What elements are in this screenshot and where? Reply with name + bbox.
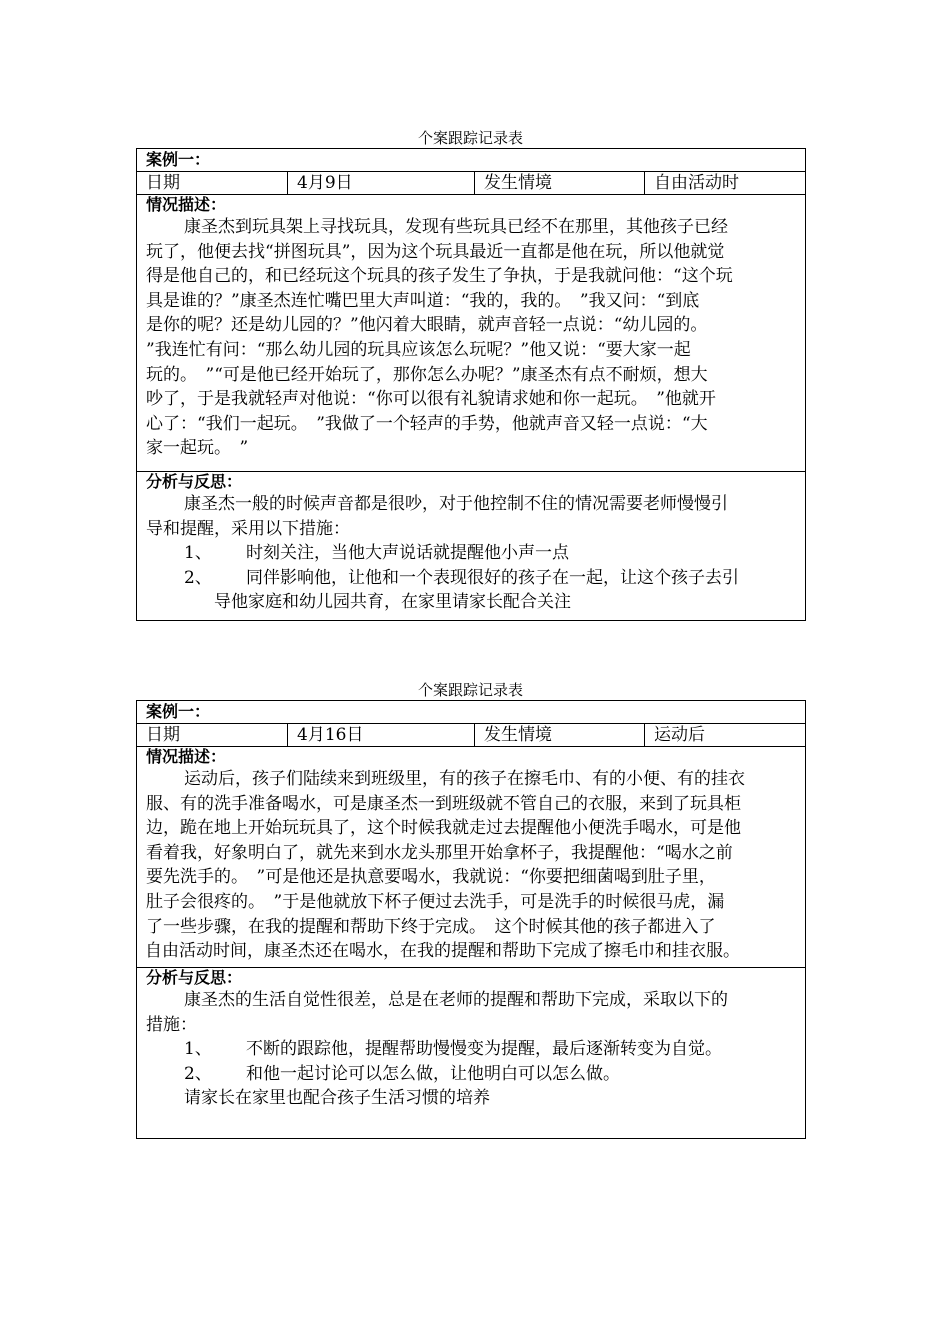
description-line: 看着我，好象明白了，就先来到水龙头那里开始拿杯子，我提醒他：“喝水之前 xyxy=(146,842,733,863)
description-line: 康圣杰到玩具架上寻找玩具，发现有些玩具已经不在那里，其他孩子已经 xyxy=(184,217,728,237)
record-title: 个案跟踪记录表 xyxy=(417,129,523,147)
analysis-line: 康圣杰一般的时候声音都是很吵，对于他控制不住的情况需要老师慢慢引 xyxy=(184,494,728,514)
description-heading: 情况描述： xyxy=(146,195,227,214)
analysis-cell xyxy=(137,472,806,621)
description-line: 运动后，孩子们陆续来到班级里，有的孩子在擦毛巾、有的小便、有的挂衣 xyxy=(184,769,745,789)
case-label: 案例一： xyxy=(137,149,806,172)
record-table xyxy=(136,700,806,1139)
measure-number: 1、 xyxy=(184,543,212,564)
measure-text: 和他一起讨论可以怎么做，让他明白可以怎么做。 xyxy=(246,1063,620,1084)
description-line: 了一些步骤，在我的提醒和帮助下终于完成。 这个时候其他的孩子都进入了 xyxy=(146,916,716,937)
description-line: 玩的。 ”“可是他已经开始玩了，那你怎么办呢？”康圣杰有点不耐烦，想大 xyxy=(146,364,708,385)
description-line: 是你的呢？还是幼儿园的？”他闪着大眼睛，就声音轻一点说：“幼儿园的。 xyxy=(146,315,708,336)
description-line: 肚子会很疼的。 ”于是他就放下杯子便过去洗手，可是洗手的时候很马虎，漏 xyxy=(146,891,725,912)
context-value: 自由活动时 xyxy=(645,172,806,195)
description-body xyxy=(146,215,805,461)
analysis-cell xyxy=(137,968,806,1139)
measure-text: 不断的跟踪他，提醒帮助慢慢变为提醒，最后逐渐转变为自觉。 xyxy=(246,1039,722,1060)
measure-continuation: 导他家庭和幼儿园共育，在家里请家长配合关注 xyxy=(214,592,571,613)
date-value: 4月9日 xyxy=(288,172,475,195)
measure-number: 1、 xyxy=(184,1039,212,1060)
context-value: 运动后 xyxy=(645,724,806,747)
case-label: 案例一： xyxy=(137,701,806,724)
description-line: 要先洗手的。 ”可是他还是执意要喝水，我就说：“你要把细菌喝到肚子里， xyxy=(146,867,716,888)
description-line: 玩了，他便去找“拼图玩具”，因为这个玩具最近一直都是他在玩，所以他就觉 xyxy=(146,241,725,262)
description-line: 吵了，于是我就轻声对他说：“你可以很有礼貌请求她和你一起玩。 ”他就开 xyxy=(146,389,716,410)
analysis-heading: 分析与反思： xyxy=(146,472,243,491)
description-line: 得是他自己的，和已经玩这个玩具的孩子发生了争执，于是我就问他：“这个玩 xyxy=(146,266,733,287)
record-table xyxy=(136,148,806,621)
measure-item xyxy=(146,1037,805,1062)
measure-number: 2、 xyxy=(184,1063,212,1084)
description-cell xyxy=(137,747,806,968)
description-heading: 情况描述： xyxy=(146,747,227,766)
description-line: 具是谁的？”康圣杰连忙嘴巴里大声叫道：“我的，我的。 ”我又问：“到底 xyxy=(146,290,700,311)
context-label: 发生情境 xyxy=(475,724,645,747)
date-label: 日期 xyxy=(137,172,288,195)
closing-note: 请家长在家里也配合孩子生活习惯的培养 xyxy=(184,1088,490,1109)
description-line: 心了：“我们一起玩。 ”我做了一个轻声的手势，他就声音又轻一点说：“大 xyxy=(146,413,708,434)
record-1 xyxy=(136,128,805,621)
description-line: 服、有的洗手准备喝水，可是康圣杰一到班级就不管自己的衣服，来到了玩具柜 xyxy=(146,793,741,814)
measure-item xyxy=(146,541,805,566)
description-line: 自由活动时间，康圣杰还在喝水，在我的提醒和帮助下完成了擦毛巾和挂衣服。 xyxy=(145,941,740,962)
description-body xyxy=(146,767,805,964)
description-cell xyxy=(137,195,806,472)
analysis-line: 康圣杰的生活自觉性很差，总是在老师的提醒和帮助下完成，采取以下的 xyxy=(184,990,728,1010)
measure-number: 2、 xyxy=(184,567,212,588)
measure-item xyxy=(146,566,805,591)
measure-item xyxy=(146,1062,805,1087)
description-line: ”我连忙有问：“那么幼儿园的玩具应该怎么玩呢？”他又说：“要大家一起 xyxy=(146,339,691,360)
description-line: 家一起玩。 ” xyxy=(146,438,249,459)
analysis-line: 措施： xyxy=(146,1014,197,1035)
analysis-heading: 分析与反思： xyxy=(146,968,243,987)
record-title: 个案跟踪记录表 xyxy=(417,681,523,699)
measure-text: 时刻关注，当他大声说话就提醒他小声一点 xyxy=(246,543,569,564)
description-line: 边，跪在地上开始玩玩具了，这个时候我就走过去提醒他小便洗手喝水，可是他 xyxy=(146,818,741,839)
record-2 xyxy=(136,680,805,1139)
measure-text: 同伴影响他，让他和一个表现很好的孩子在一起，让这个孩子去引 xyxy=(246,567,739,588)
context-label: 发生情境 xyxy=(475,172,645,195)
analysis-line: 导和提醒，采用以下措施： xyxy=(146,518,350,539)
date-label: 日期 xyxy=(137,724,288,747)
date-value: 4月16日 xyxy=(288,724,475,747)
